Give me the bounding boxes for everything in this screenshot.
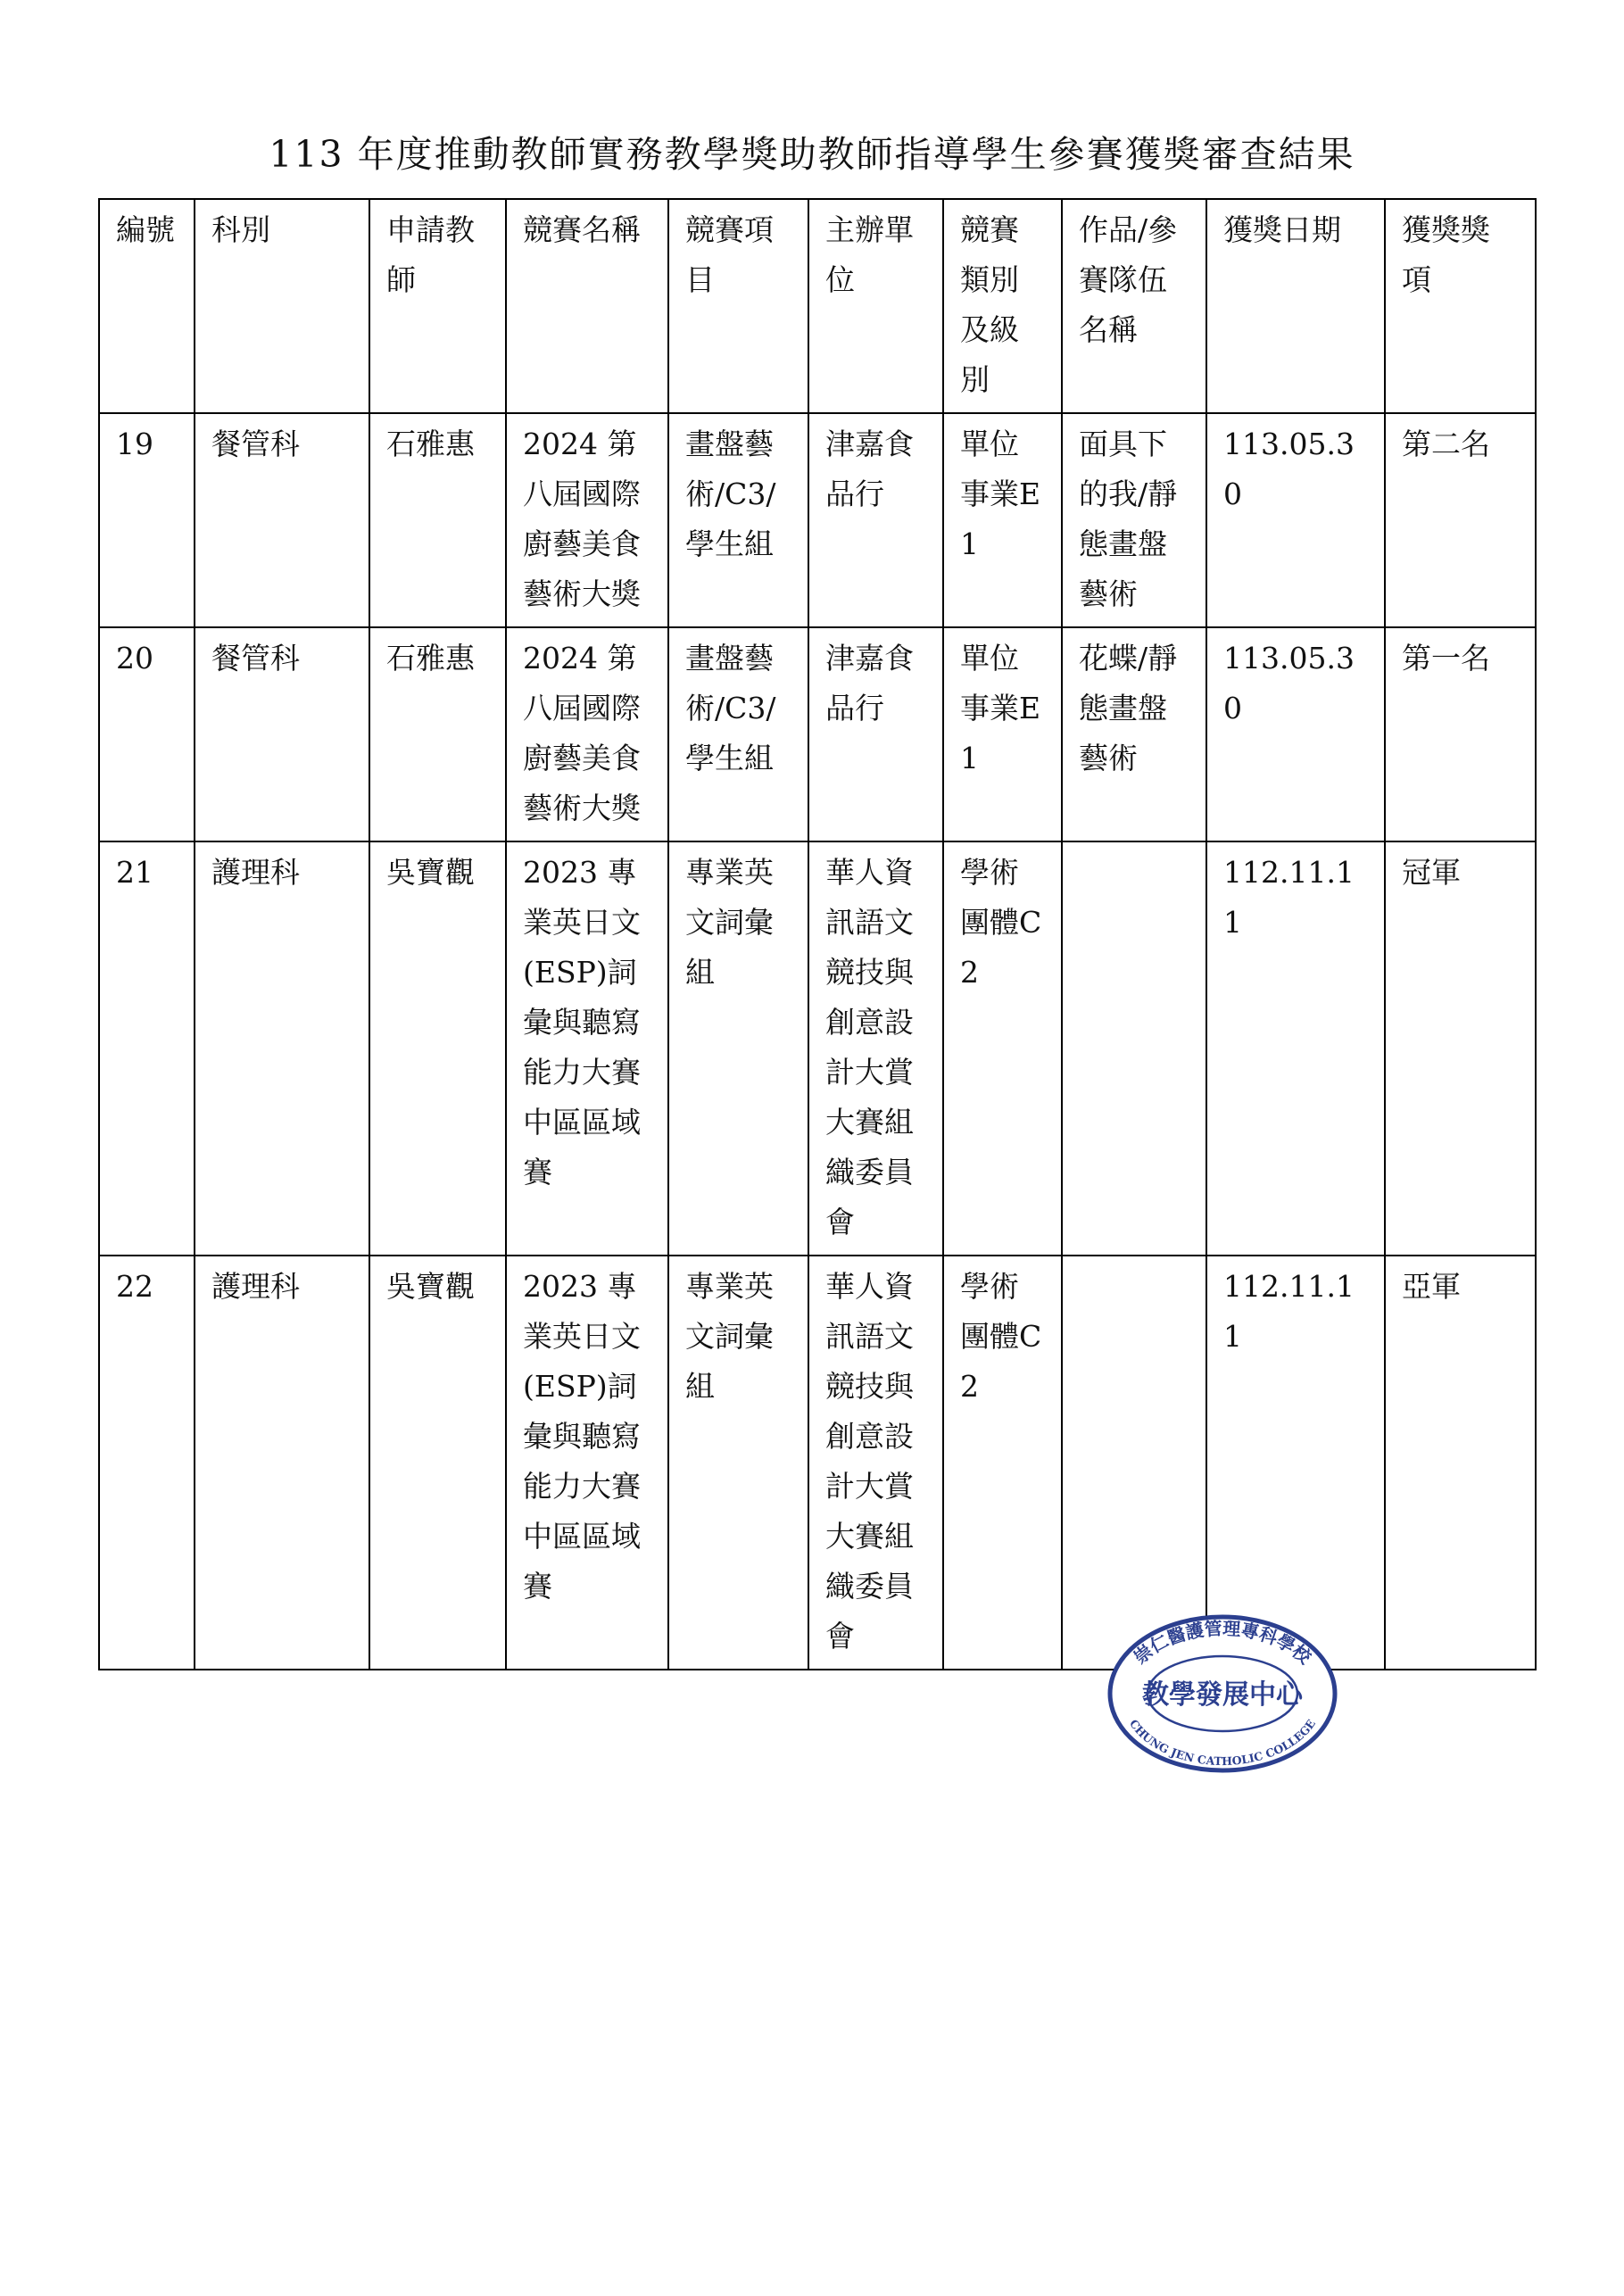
cell-competition: 2023 專業英日文(ESP)詞彙與聽寫能力大賽中區區域賽: [506, 841, 668, 1256]
cell-department: 護理科: [195, 1256, 369, 1670]
awards-table: [98, 198, 1537, 1670]
cell-organizer: 華人資訊語文競技與創意設計大賞大賽組織委員會: [808, 1256, 943, 1670]
cell-work-team: [1062, 1256, 1206, 1670]
seal-top-text: 崇仁醫護管理專科學校: [1129, 1617, 1316, 1669]
cell-category-level: 學術團體C2: [943, 1256, 1062, 1670]
cell-award: 亞軍: [1385, 1256, 1536, 1670]
cell-category-level: 學術團體C2: [943, 841, 1062, 1256]
header-cell: 作品/參賽隊伍名稱: [1062, 199, 1206, 413]
header-cell: 競賽類別及級別: [943, 199, 1062, 413]
header-cell: 科別: [195, 199, 369, 413]
header-cell: 主辦單位: [808, 199, 943, 413]
table-row: [99, 413, 1536, 627]
seal-bottom-text: CHUNG JEN CATHOLIC COLLEGE: [1126, 1717, 1319, 1769]
cell-event: 專業英文詞彙組: [668, 1256, 808, 1670]
cell-work-team: 花蝶/靜態畫盤藝術: [1062, 627, 1206, 841]
cell-award-date: 112.11.11: [1206, 841, 1385, 1256]
cell-award: 第二名: [1385, 413, 1536, 627]
cell-competition: 2024 第八屆國際廚藝美食藝術大獎: [506, 627, 668, 841]
seal-center-text: 教學發展中心: [1142, 1679, 1303, 1711]
cell-id: 20: [99, 627, 195, 841]
cell-award-date: 112.11.11: [1206, 1256, 1385, 1670]
header-cell: 競賽項目: [668, 199, 808, 413]
cell-id: 22: [99, 1256, 195, 1670]
table-row: [99, 627, 1536, 841]
header-cell: 競賽名稱: [506, 199, 668, 413]
cell-event: 畫盤藝術/C3/學生組: [668, 627, 808, 841]
cell-category-level: 單位事業E1: [943, 627, 1062, 841]
document-title: 113 年度推動教師實務教學獎助教師指導學生參賽獲獎審查結果: [269, 133, 1355, 176]
cell-department: 護理科: [195, 841, 369, 1256]
cell-event: 專業英文詞彙組: [668, 841, 808, 1256]
cell-organizer: 津嘉食品行: [808, 413, 943, 627]
table-header-row: [99, 199, 1536, 413]
cell-award: 第一名: [1385, 627, 1536, 841]
cell-organizer: 華人資訊語文競技與創意設計大賞大賽組織委員會: [808, 841, 943, 1256]
cell-department: 餐管科: [195, 627, 369, 841]
header-cell: 獲獎獎項: [1385, 199, 1536, 413]
cell-event: 畫盤藝術/C3/學生組: [668, 413, 808, 627]
cell-work-team: 面具下的我/靜態畫盤藝術: [1062, 413, 1206, 627]
header-cell: 獲獎日期: [1206, 199, 1385, 413]
cell-competition: 2023 專業英日文(ESP)詞彙與聽寫能力大賽中區區域賽: [506, 1256, 668, 1670]
cell-award-date: 113.05.30: [1206, 627, 1385, 841]
header-cell: 編號: [99, 199, 195, 413]
cell-teacher: 石雅惠: [369, 413, 506, 627]
cell-teacher: 吳寶觀: [369, 1256, 506, 1670]
school-seal-stamp: [1106, 1613, 1338, 1774]
cell-category-level: 單位事業E1: [943, 413, 1062, 627]
cell-organizer: 津嘉食品行: [808, 627, 943, 841]
cell-teacher: 吳寶觀: [369, 841, 506, 1256]
cell-work-team: [1062, 841, 1206, 1256]
cell-department: 餐管科: [195, 413, 369, 627]
header-cell: 申請教師: [369, 199, 506, 413]
cell-award-date: 113.05.30: [1206, 413, 1385, 627]
cell-competition: 2024 第八屆國際廚藝美食藝術大獎: [506, 413, 668, 627]
cell-teacher: 石雅惠: [369, 627, 506, 841]
table-row: [99, 1256, 1536, 1670]
cell-id: 19: [99, 413, 195, 627]
cell-id: 21: [99, 841, 195, 1256]
table-row: [99, 841, 1536, 1256]
cell-award: 冠軍: [1385, 841, 1536, 1256]
